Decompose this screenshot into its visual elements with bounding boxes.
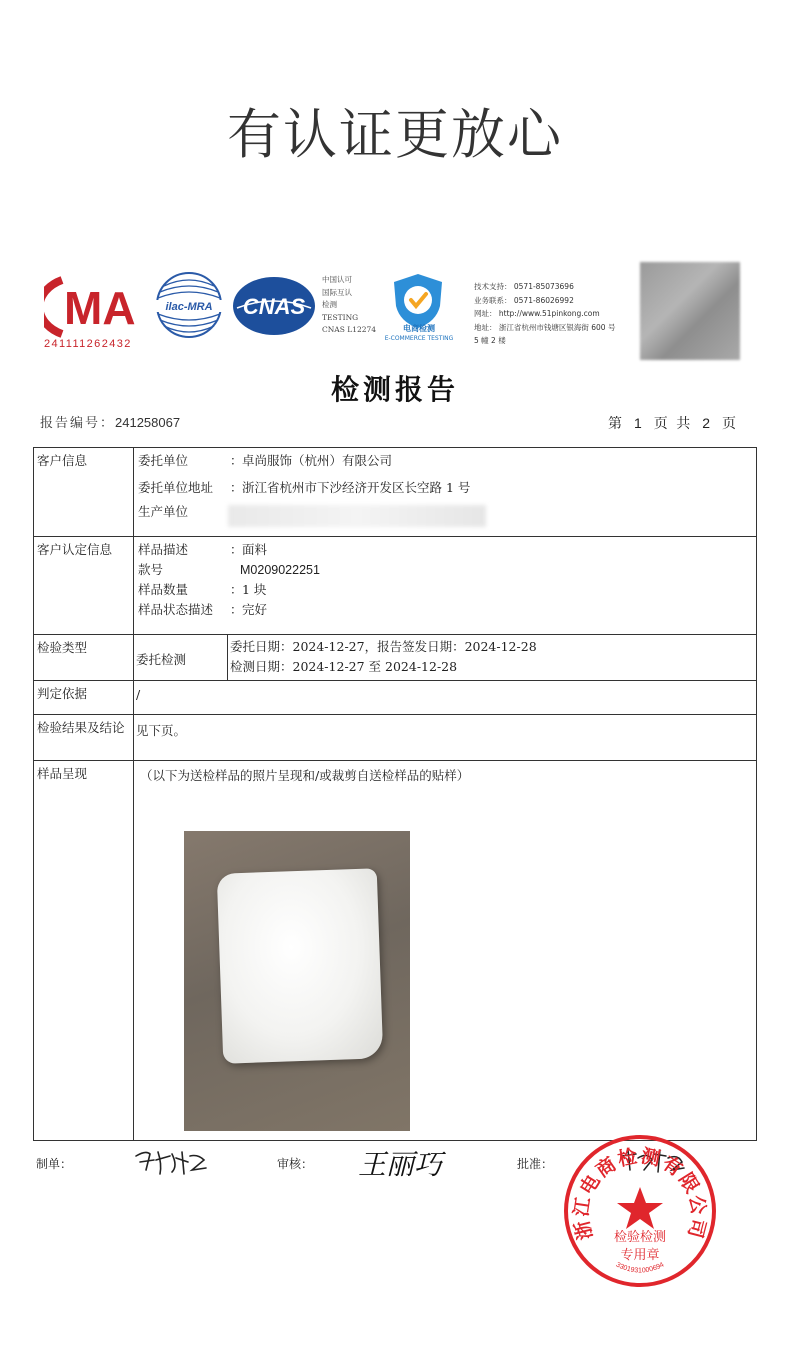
reviewer-label: 审核： — [277, 1157, 314, 1171]
cma-number: 241111262432 — [44, 338, 132, 350]
style-number: M0209022251 — [240, 563, 320, 577]
sample-presentation-note: （以下为送检样品的照片呈现和/或裁剪自送检样品的贴样） — [140, 768, 470, 783]
report-title: 检测报告 — [330, 373, 459, 406]
certification-logos — [0, 260, 790, 370]
client-info-row: 客户信息 委托单位 ： 卓尚服饰（杭州）有限公司 委托单位地址 ： 浙江省杭州市下沙经济开发区长空路 1 号 生产单位 — [34, 448, 756, 537]
judgment-basis-value: / — [136, 687, 141, 702]
commission-dates: 委托日期：2024-12-27，报告签发日期：2024-12-28 — [230, 639, 537, 654]
inspection-type-label: 检验类型 — [34, 635, 134, 680]
cnas-info: 中国认可 国际互认 检测 TESTING CNAS L12274 — [322, 275, 377, 334]
sample-photo — [184, 831, 410, 1131]
approver-label: 批准： — [517, 1157, 554, 1171]
inspection-type-row — [34, 635, 756, 681]
reviewer-signature: 王丽巧 — [358, 1148, 443, 1181]
sample-state: 完好 — [242, 602, 268, 617]
entrust-unit: 卓尚服饰（杭州）有限公司 — [242, 453, 393, 468]
ilac-mra-logo — [154, 270, 224, 340]
svg-text:MA: MA — [64, 282, 136, 334]
sample-quantity: 1 块 — [242, 582, 267, 597]
official-seal — [562, 1133, 718, 1289]
qr-code-blurred — [640, 262, 740, 360]
sample-presentation-label: 样品呈现 — [34, 761, 134, 1140]
svg-text:专用章: 专用章 — [620, 1248, 660, 1263]
maker-label: 制单： — [36, 1157, 73, 1171]
svg-text:CNAS: CNAS — [242, 294, 306, 319]
producer-redacted — [228, 505, 486, 527]
sample-presentation-row — [34, 761, 756, 1140]
page-indicator: 第 1 页 共 2 页 — [608, 415, 737, 432]
testing-dates: 检测日期：2024-12-27 至 2024-12-28 — [230, 659, 458, 674]
result-row — [34, 715, 756, 761]
sample-info-row: 客户认定信息 样品描述 ： 面料 款号 M0209022251 样品数量 ： 1 块 样品状态描述 ： 完好 — [34, 537, 756, 635]
report-table — [33, 447, 757, 1141]
entrust-address: 浙江省杭州市下沙经济开发区长空路 1 号 — [242, 480, 471, 495]
judgment-basis-label: 判定依据 — [34, 681, 134, 714]
ecommerce-testing-sub: E-COMMERCE TESTING — [384, 335, 454, 342]
ecommerce-testing-label: 电商检测 — [403, 324, 435, 333]
svg-text:3301931000694: 3301931000694 — [614, 1261, 666, 1275]
fabric-sample-image — [217, 868, 384, 1063]
maker-signature — [132, 1144, 212, 1178]
sample-info-label: 客户认定信息 — [34, 537, 134, 634]
svg-text:检验检测: 检验检测 — [613, 1230, 667, 1245]
report-number: 报告编号：241258067 — [40, 415, 181, 431]
page-headline: 有认证更放心 — [227, 103, 563, 166]
contact-info: 技术支持： 0571-85073696 业务联系： 0571-86026992 网址： http://www.51pinkong.com 地址： 浙江省杭州市钱塘区银海街 600 号 5 幢 2 楼 — [474, 282, 616, 345]
result-value: 见下页。 — [136, 723, 187, 738]
svg-text:ilac-MRA: ilac-MRA — [165, 301, 213, 313]
svg-text:浙江电商检测有限公司: 浙江电商检测有限公司 — [570, 1145, 710, 1243]
result-label: 检验结果及结论 — [34, 715, 134, 760]
client-info-label: 客户信息 — [34, 448, 134, 536]
sample-description: 面料 — [242, 542, 268, 557]
cnas-logo — [231, 274, 317, 338]
judgment-basis-row — [34, 681, 756, 715]
inspection-type-value: 委托检测 — [134, 635, 228, 680]
